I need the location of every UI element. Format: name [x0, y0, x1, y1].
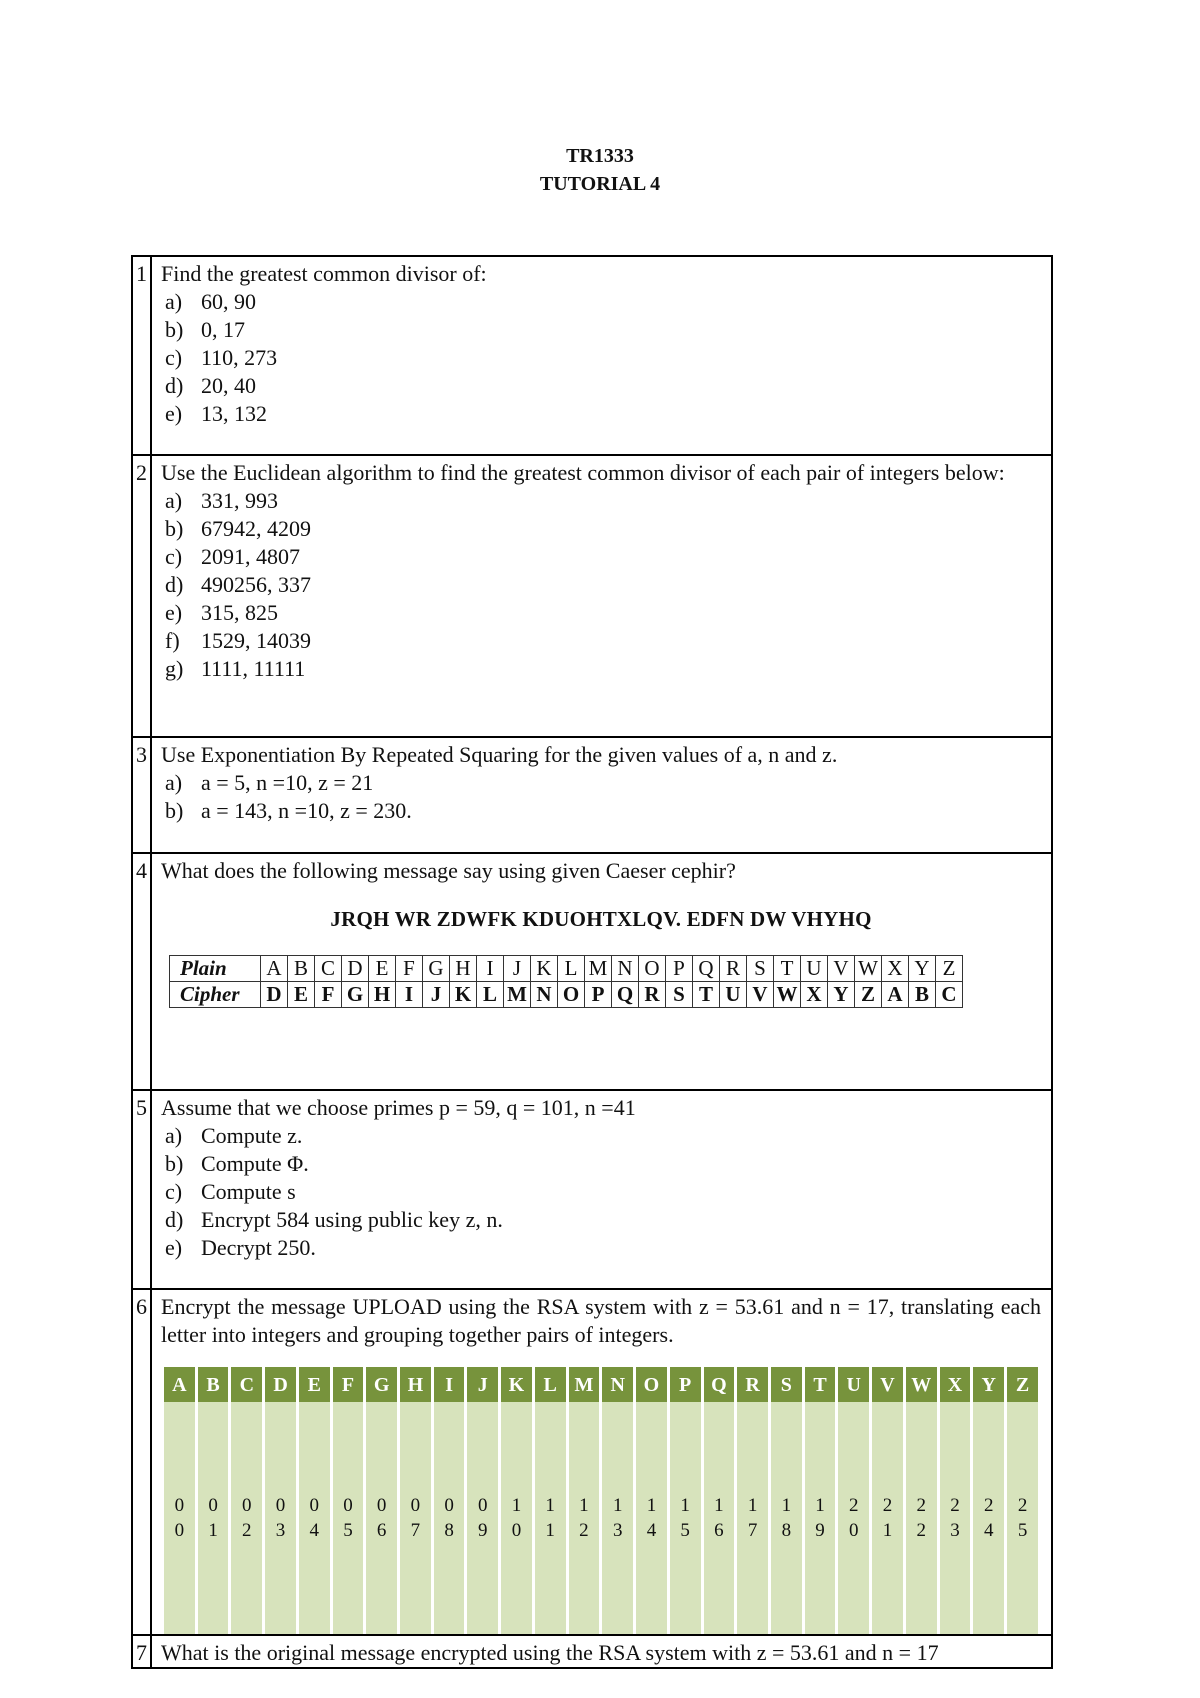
item-label: e): [165, 600, 183, 625]
item-value: a = 5, n =10, z = 21: [201, 770, 374, 795]
plain-letter: I: [477, 956, 504, 982]
letter-code: 0 4: [299, 1402, 330, 1634]
letter-code: 0 6: [366, 1402, 397, 1634]
item-label: a): [165, 289, 183, 314]
cipher-letter: M: [504, 982, 531, 1008]
item-value: 110, 273: [201, 345, 278, 370]
cipher-letter: Y: [828, 982, 855, 1008]
alphabet-letter: N: [602, 1367, 633, 1402]
cipher-label: Cipher: [170, 982, 261, 1008]
cipher-letter: X: [801, 982, 828, 1008]
letter-code: 2 5: [1007, 1402, 1038, 1634]
question-text: What does the following message say using given Caeser cephir?: [161, 858, 736, 883]
alphabet-letter: T: [805, 1367, 836, 1402]
alphabet-letter: W: [906, 1367, 937, 1402]
list-item: [161, 599, 1041, 627]
item-value: 1111, 11111: [201, 656, 306, 681]
cipher-letter: H: [369, 982, 396, 1008]
cipher-letter: N: [531, 982, 558, 1008]
alphabet-letter: C: [231, 1367, 262, 1402]
item-value: Compute z.: [201, 1123, 303, 1148]
question-row: [132, 256, 1052, 455]
letter-code: 2 4: [973, 1402, 1004, 1634]
questions-table: [131, 255, 1053, 1669]
list-item: [161, 571, 1041, 599]
question-row: [132, 1635, 1052, 1668]
alphabet-letter: D: [265, 1367, 296, 1402]
plain-letter: W: [855, 956, 882, 982]
cipher-letter: F: [315, 982, 342, 1008]
question-row: [132, 737, 1052, 853]
alphabet-letter: V: [872, 1367, 903, 1402]
question-body: [151, 1090, 1052, 1289]
plain-letter: X: [882, 956, 909, 982]
letter-code: 2 1: [872, 1402, 903, 1634]
cipher-letter: Q: [612, 982, 639, 1008]
cipher-letter: Z: [855, 982, 882, 1008]
item-label: b): [165, 1151, 184, 1176]
item-label: f): [165, 628, 180, 653]
letter-code: 1 6: [704, 1402, 735, 1634]
alphabet-letter: G: [366, 1367, 397, 1402]
question-row: [132, 455, 1052, 737]
alphabet-letter: O: [636, 1367, 667, 1402]
plain-letter: Q: [693, 956, 720, 982]
question-body: [151, 737, 1052, 853]
alphabet-letter: K: [501, 1367, 532, 1402]
list-item: [161, 400, 1041, 428]
plain-letter: S: [747, 956, 774, 982]
letter-code: 0 7: [400, 1402, 431, 1634]
question-number: 4: [132, 853, 151, 1090]
item-label: a): [165, 770, 183, 795]
letter-code: 1 8: [771, 1402, 802, 1634]
cipher-message: JRQH WR ZDWFK KDUOHTXLQV. EDFN DW VHYHQ: [330, 907, 872, 931]
cipher-letter: J: [423, 982, 450, 1008]
item-value: Encrypt 584 using public key z, n.: [201, 1207, 503, 1232]
item-label: e): [165, 401, 183, 426]
plain-letter: C: [315, 956, 342, 982]
plain-letter: T: [774, 956, 801, 982]
alphabet-letter: R: [737, 1367, 768, 1402]
list-item: [161, 797, 1041, 825]
plain-letter: P: [666, 956, 693, 982]
question-text: Assume that we choose primes p = 59, q = 101, n =41: [161, 1095, 636, 1120]
letter-code: 1 1: [535, 1402, 566, 1634]
cipher-letter: K: [450, 982, 477, 1008]
list-item: [161, 1150, 1041, 1178]
letter-code: 0 5: [333, 1402, 364, 1634]
plain-letter: R: [720, 956, 747, 982]
item-value: Compute s: [201, 1179, 296, 1204]
plain-letter: F: [396, 956, 423, 982]
question-text: What is the original message encrypted using the RSA system with z = 53.61 and n = 17: [161, 1640, 939, 1665]
list-item: [161, 316, 1041, 344]
alphabet-letter: L: [535, 1367, 566, 1402]
list-item: [161, 1122, 1041, 1150]
plain-letter: V: [828, 956, 855, 982]
plain-letter: N: [612, 956, 639, 982]
item-label: a): [165, 488, 183, 513]
alphabet-letter: A: [164, 1367, 195, 1402]
cipher-letter: U: [720, 982, 747, 1008]
letter-code: 1 3: [602, 1402, 633, 1634]
question-number: 1: [132, 256, 151, 455]
list-item: [161, 487, 1041, 515]
question-text: Encrypt the message UPLOAD using the RSA system with z = 53.61 and n = 17, translating each letter into integers and grouping together pairs of integers.: [161, 1294, 1041, 1347]
question-number: 3: [132, 737, 151, 853]
question-row: [132, 853, 1052, 1090]
item-label: d): [165, 1207, 184, 1232]
plain-letter: Z: [936, 956, 963, 982]
question-text: Find the greatest common divisor of:: [161, 261, 487, 286]
letter-code: 1 4: [636, 1402, 667, 1634]
question-text: Use the Euclidean algorithm to find the greatest common divisor of each pair of integers below:: [161, 460, 1005, 485]
plain-letter: M: [585, 956, 612, 982]
item-value: 13, 132: [201, 401, 267, 426]
alphabet-letter: B: [198, 1367, 229, 1402]
cipher-letter: C: [936, 982, 963, 1008]
list-item: [161, 288, 1041, 316]
alphabet-letter: I: [434, 1367, 465, 1402]
question-body: [151, 256, 1052, 455]
letter-code: 0 9: [467, 1402, 498, 1634]
item-value: 67942, 4209: [201, 516, 311, 541]
alphabet-letter: P: [670, 1367, 701, 1402]
cipher-letter: G: [342, 982, 369, 1008]
item-label: e): [165, 1235, 183, 1260]
cipher-letter: E: [288, 982, 315, 1008]
alphabet-letter: U: [838, 1367, 869, 1402]
item-value: 60, 90: [201, 289, 256, 314]
letter-code: 1 5: [670, 1402, 701, 1634]
letter-code: 2 0: [838, 1402, 869, 1634]
item-label: a): [165, 1123, 183, 1148]
alphabet-letter: H: [400, 1367, 431, 1402]
plain-letter: D: [342, 956, 369, 982]
list-item: [161, 769, 1041, 797]
item-value: 2091, 4807: [201, 544, 300, 569]
letter-code: 0 0: [164, 1402, 195, 1634]
item-value: 331, 993: [201, 488, 278, 513]
item-value: 1529, 14039: [201, 628, 311, 653]
question-row: [132, 1090, 1052, 1289]
question-row: [132, 1289, 1052, 1635]
cipher-letter: V: [747, 982, 774, 1008]
caesar-table: [169, 955, 963, 1008]
item-value: 0, 17: [201, 317, 245, 342]
cipher-letter: O: [558, 982, 585, 1008]
item-value: Compute Φ.: [201, 1151, 309, 1176]
item-value: 20, 40: [201, 373, 256, 398]
alphabet-letter: Y: [973, 1367, 1004, 1402]
plain-letter: L: [558, 956, 585, 982]
alphabet-letter: Z: [1007, 1367, 1038, 1402]
question-body: [151, 455, 1052, 737]
item-label: b): [165, 516, 184, 541]
question-body: [151, 1289, 1052, 1635]
cipher-letter: S: [666, 982, 693, 1008]
alphabet-letter: J: [467, 1367, 498, 1402]
list-item: [161, 372, 1041, 400]
question-body: [151, 1635, 1052, 1668]
letter-code: 1 9: [805, 1402, 836, 1634]
letter-code: 1 7: [737, 1402, 768, 1634]
plain-letter: H: [450, 956, 477, 982]
letter-code: 2 3: [940, 1402, 971, 1634]
alphabet-letter: Q: [704, 1367, 735, 1402]
letter-code: 1 2: [569, 1402, 600, 1634]
item-value: 315, 825: [201, 600, 278, 625]
cipher-letter: I: [396, 982, 423, 1008]
question-number: 6: [132, 1289, 151, 1635]
plain-letter: A: [261, 956, 288, 982]
item-label: c): [165, 345, 183, 370]
alphabet-letter: M: [569, 1367, 600, 1402]
question-number: 7: [132, 1635, 151, 1668]
alphabet-letter: E: [299, 1367, 330, 1402]
letter-code: 0 1: [198, 1402, 229, 1634]
cipher-letter: D: [261, 982, 288, 1008]
item-label: b): [165, 317, 184, 342]
plain-letter: U: [801, 956, 828, 982]
course-code: TR1333: [566, 145, 634, 167]
cipher-letter: L: [477, 982, 504, 1008]
letter-code: 0 2: [231, 1402, 262, 1634]
letter-code: 1 0: [501, 1402, 532, 1634]
item-value: Decrypt 250.: [201, 1235, 316, 1260]
plain-letter: Y: [909, 956, 936, 982]
letter-code: 2 2: [906, 1402, 937, 1634]
list-item: [161, 655, 1041, 683]
plain-letter: J: [504, 956, 531, 982]
list-item: [161, 344, 1041, 372]
cipher-letter: P: [585, 982, 612, 1008]
item-label: b): [165, 798, 184, 823]
plain-letter: E: [369, 956, 396, 982]
plain-label: Plain: [170, 956, 261, 982]
item-label: d): [165, 373, 184, 398]
plain-letter: K: [531, 956, 558, 982]
question-text: Use Exponentiation By Repeated Squaring for the given values of a, n and z.: [161, 742, 838, 767]
cipher-letter: A: [882, 982, 909, 1008]
list-item: [161, 627, 1041, 655]
list-item: [161, 1178, 1041, 1206]
item-label: d): [165, 572, 184, 597]
item-label: c): [165, 1179, 183, 1204]
cipher-letter: W: [774, 982, 801, 1008]
question-body: [151, 853, 1052, 1090]
item-label: g): [165, 656, 184, 681]
alphabet-letter: X: [940, 1367, 971, 1402]
plain-letter: G: [423, 956, 450, 982]
question-number: 2: [132, 455, 151, 737]
item-value: 490256, 337: [201, 572, 311, 597]
list-item: [161, 1206, 1041, 1234]
alphabet-letter: F: [333, 1367, 364, 1402]
cipher-letter: R: [639, 982, 666, 1008]
cipher-letter: B: [909, 982, 936, 1008]
item-value: a = 143, n =10, z = 230.: [201, 798, 412, 823]
list-item: [161, 543, 1041, 571]
letter-code-table: [161, 1367, 1041, 1634]
letter-code: 0 3: [265, 1402, 296, 1634]
plain-letter: B: [288, 956, 315, 982]
list-item: [161, 1234, 1041, 1262]
question-number: 5: [132, 1090, 151, 1289]
page-title: TUTORIAL 4: [539, 173, 661, 195]
alphabet-letter: S: [771, 1367, 802, 1402]
list-item: [161, 515, 1041, 543]
cipher-letter: T: [693, 982, 720, 1008]
item-label: c): [165, 544, 183, 569]
letter-code: 0 8: [434, 1402, 465, 1634]
plain-letter: O: [639, 956, 666, 982]
